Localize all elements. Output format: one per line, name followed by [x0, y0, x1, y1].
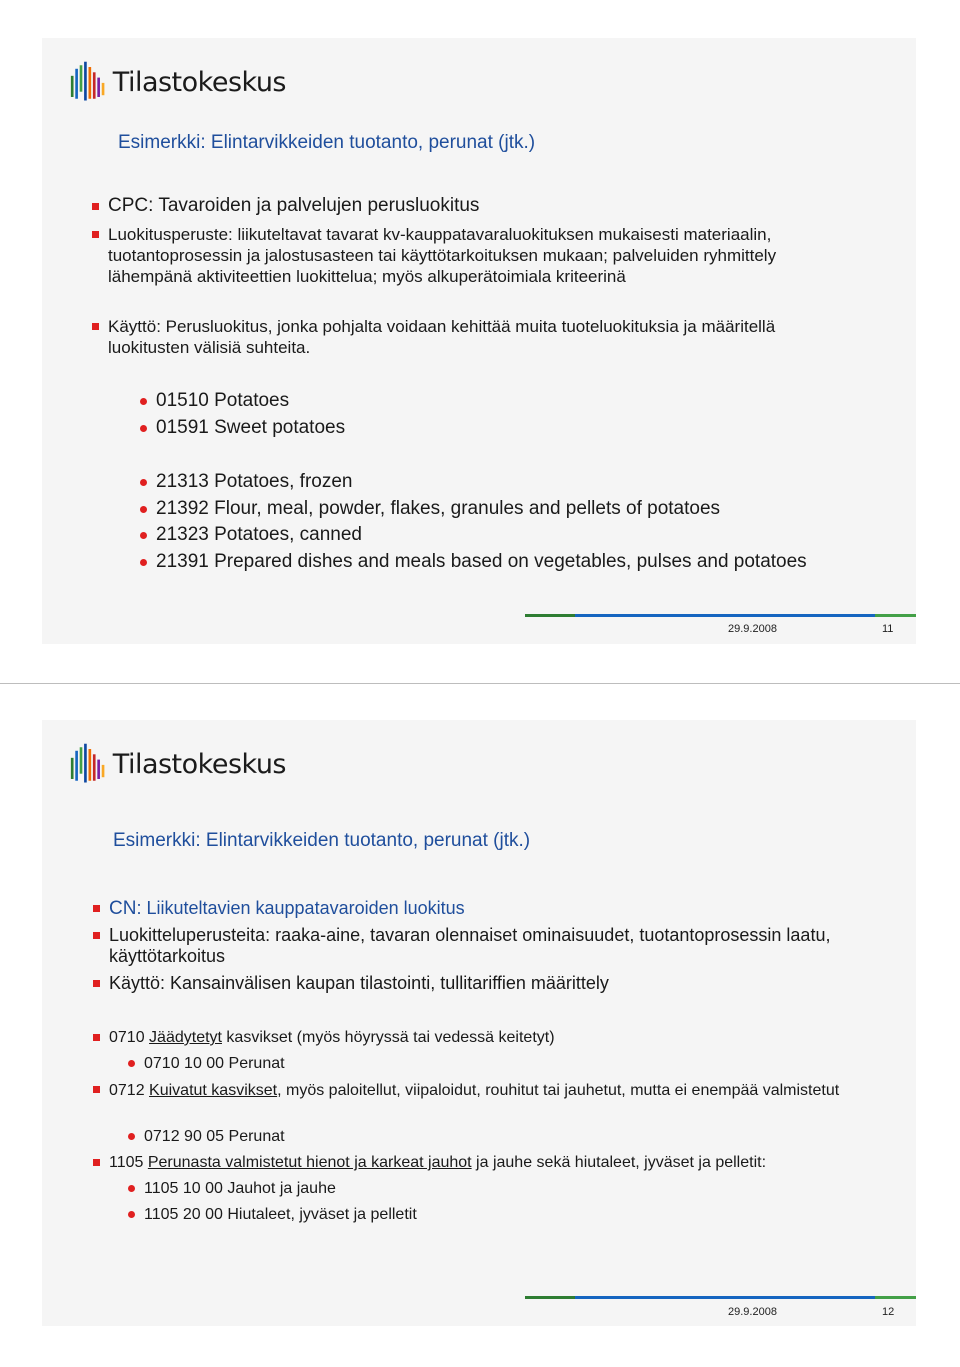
page-number: 11 [882, 623, 894, 635]
square-bullet-icon [93, 905, 100, 912]
list-item: 21313 Potatoes, frozen [156, 471, 352, 493]
list-item: 0712 90 05 Perunat [144, 1127, 285, 1147]
page-divider [0, 683, 960, 684]
square-bullet-icon [93, 980, 100, 987]
list-item: 01510 Potatoes [156, 390, 289, 412]
slide-title: Esimerkki: Elintarvikkeiden tuotanto, perunat (jtk.) [118, 132, 536, 153]
tilastokeskus-logo [70, 740, 286, 788]
square-bullet-icon [93, 932, 100, 939]
logo-bars-icon [70, 59, 109, 105]
list-item: 1105 20 00 Hiutaleet, jyväset ja pelletit [144, 1205, 417, 1225]
square-bullet-icon [92, 231, 99, 238]
list-item: 01591 Sweet potatoes [156, 417, 345, 439]
round-bullet-icon [140, 559, 147, 566]
bullet-luokitteluperusteita: Luokitteluperusteita: raaka-aine, tavaran olennaiset ominaisuudet, tuotantoprosessin laatu, käyttötarkoitus [109, 925, 879, 967]
list-item: 0710 10 00 Perunat [144, 1054, 285, 1074]
round-bullet-icon [140, 479, 147, 486]
group-0712: 0712 Kuivatut kasvikset, myös paloitellut, viipaloidut, rouhitut tai jauhetut, mutta ei enempää valmistetut [109, 1080, 854, 1101]
round-bullet-icon [140, 398, 147, 405]
slide-11 [42, 38, 916, 644]
footer-rule-green [525, 1296, 575, 1299]
square-bullet-icon [93, 1034, 100, 1041]
round-bullet-icon [140, 506, 147, 513]
logo-text: Tilastokeskus [112, 66, 286, 98]
list-item: 1105 10 00 Jauhot ja jauhe [144, 1179, 336, 1199]
tilastokeskus-logo [70, 58, 286, 106]
bullet-kaytto: Käyttö: Perusluokitus, jonka pohjalta voidaan kehittää muita tuoteluokituksia ja määritellä luokitusten välisiä suhteita. [108, 316, 828, 358]
bullet-kaytto: Käyttö: Kansainvälisen kaupan tilastointi, tullitariffien määrittely [109, 973, 879, 994]
square-bullet-icon [92, 203, 99, 210]
square-bullet-icon [93, 1086, 100, 1093]
round-bullet-icon [128, 1060, 135, 1067]
square-bullet-icon [92, 323, 99, 330]
round-bullet-icon [140, 532, 147, 539]
group-0710: 0710 Jäädytetyt kasvikset (myös höyryssä tai vedessä keitetyt) [109, 1028, 869, 1048]
bullet-cn: CN: Liikuteltavien kauppatavaroiden luokitus [109, 897, 869, 920]
round-bullet-icon [128, 1185, 135, 1192]
footer-date: 29.9.2008 [728, 1306, 777, 1318]
group-1105: 1105 Perunasta valmistetut hienot ja karkeat jauhot ja jauhe sekä hiutaleet, jyväset ja pelletit: [109, 1153, 889, 1173]
round-bullet-icon [128, 1211, 135, 1218]
slide-title: Esimerkki: Elintarvikkeiden tuotanto, perunat (jtk.) [113, 830, 531, 851]
footer-rule-green-end [875, 1296, 916, 1299]
footer-rule-blue [575, 614, 875, 617]
logo-text: Tilastokeskus [112, 748, 286, 780]
list-item: 21392 Flour, meal, powder, flakes, granules and pellets of potatoes [156, 498, 720, 520]
bullet-cpc: CPC: Tavaroiden ja palvelujen perusluokitus [108, 195, 848, 217]
footer-rule-green [525, 614, 575, 617]
round-bullet-icon [128, 1133, 135, 1140]
logo-bars-icon [70, 741, 109, 787]
page-number: 12 [882, 1306, 895, 1318]
slide-12 [42, 720, 916, 1326]
footer-rule-blue [575, 1296, 875, 1299]
bullet-luokitusperuste: Luokitusperuste: liikuteltavat tavarat kv-kauppatavaraluokituksen mukaisesti materiaalin, tuotantoprosessin ja jalostusasteen tai käyttötarkoituksen mukaan; palveluiden ryhmittely lähempänä aktiviteettien luokittelua; myös alkuperätoimiala kriteerinä [108, 224, 828, 287]
round-bullet-icon [140, 425, 147, 432]
footer-date: 29.9.2008 [728, 623, 777, 635]
square-bullet-icon [93, 1159, 100, 1166]
footer-rule-green-end [875, 614, 916, 617]
list-item: 21323 Potatoes, canned [156, 524, 362, 546]
list-item: 21391 Prepared dishes and meals based on vegetables, pulses and potatoes [156, 551, 807, 573]
